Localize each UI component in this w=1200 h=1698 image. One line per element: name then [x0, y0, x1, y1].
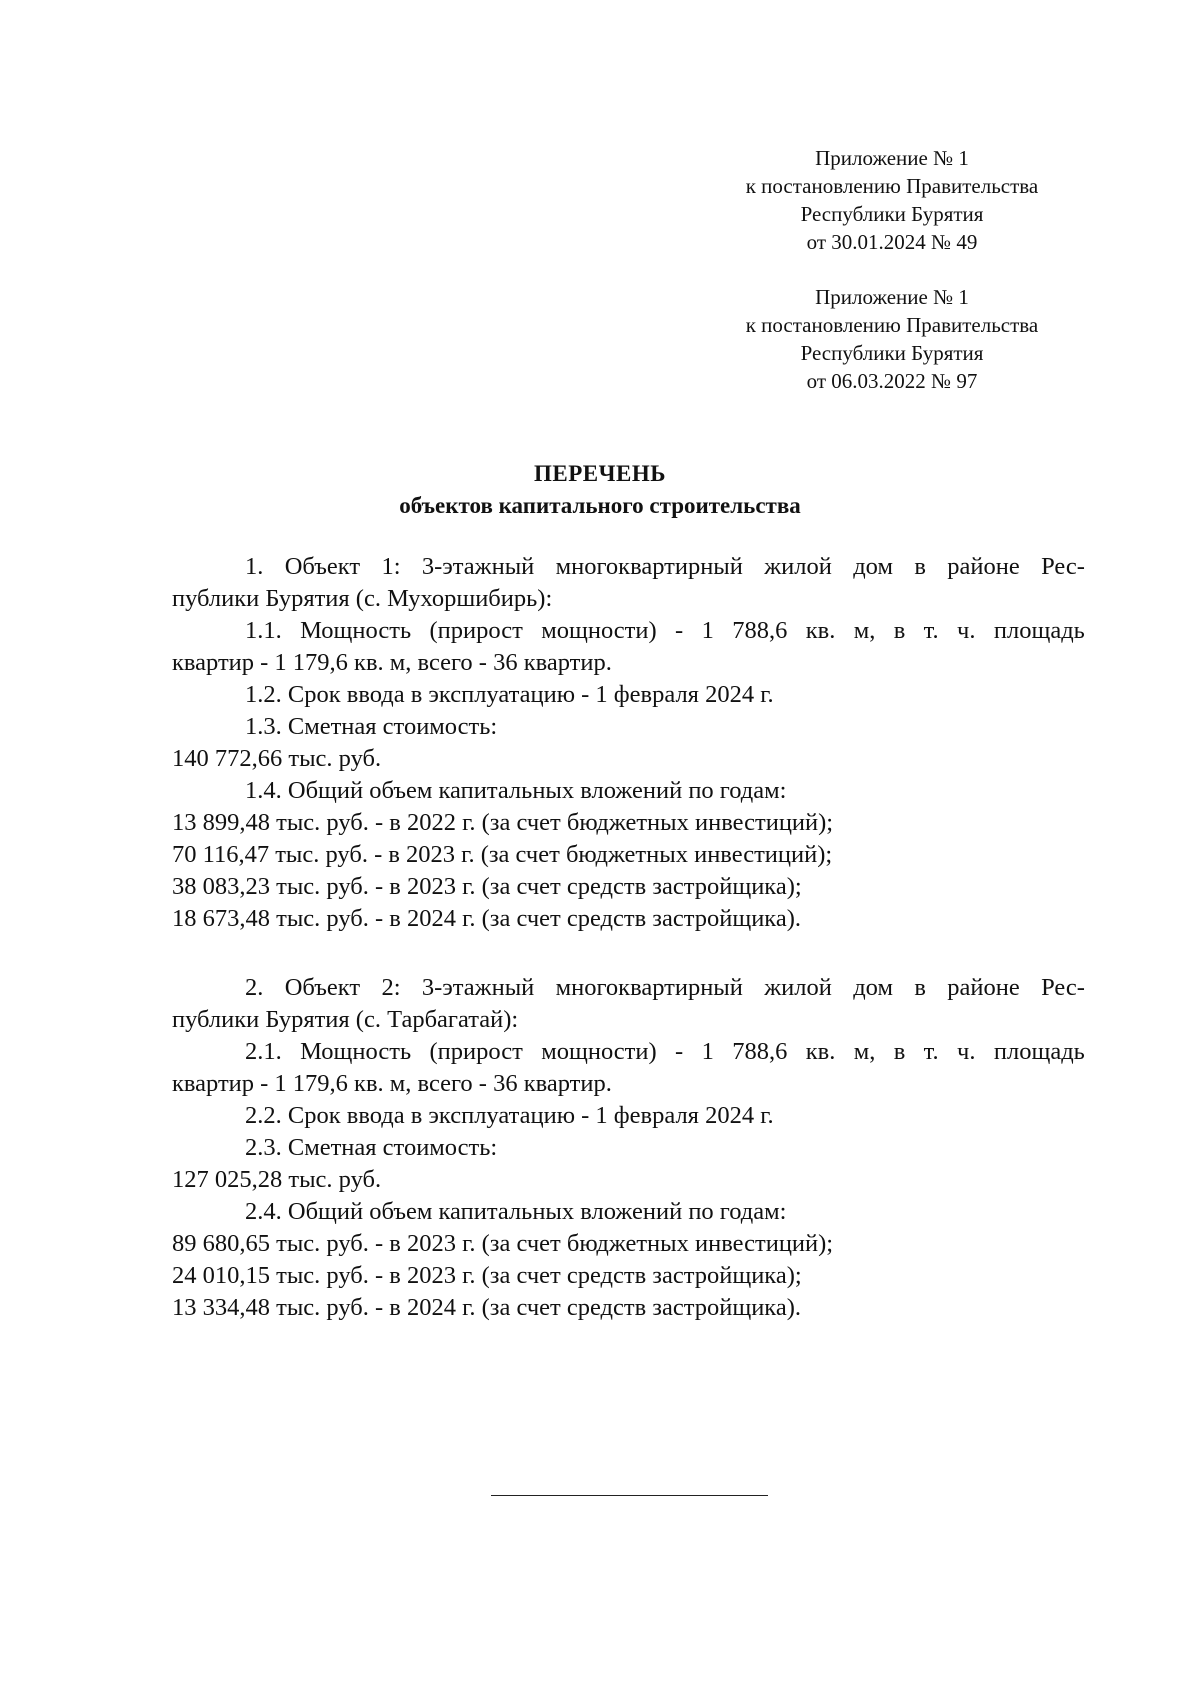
object-1-heading — [172, 551, 1085, 615]
object-1-heading-line: публики Бурятия (с. Мухоршибирь): — [172, 585, 553, 612]
object-1-section — [172, 551, 1085, 935]
document-title — [0, 458, 1200, 522]
appendix-date-number: от 06.03.2022 № 97 — [806, 369, 978, 393]
appendix-date-number: от 30.01.2024 № 49 — [806, 230, 978, 254]
object-1-capacity-line: квартир - 1 179,6 кв. м, всего - 36 квартир. — [172, 649, 612, 676]
object-2-section — [172, 972, 1085, 1324]
object-2-heading — [172, 972, 1085, 1036]
appendix-issuer: Республики Бурятия — [800, 341, 984, 365]
end-of-document-rule — [491, 1495, 768, 1496]
investment-line: 38 083,23 тыс. руб. - в 2023 г. (за счет средств застройщика); — [172, 873, 802, 900]
appendix-number: Приложение № 1 — [815, 146, 969, 170]
object-1-cost-value: 140 772,66 тыс. руб. — [172, 745, 382, 772]
object-1-heading-line: 1. Объект 1: 3-этажный многоквартирный жилой дом в районе Рес- — [245, 553, 1085, 580]
object-2-heading-line: 2. Объект 2: 3-этажный многоквартирный жилой дом в районе Рес- — [245, 974, 1085, 1001]
investment-line: 13 334,48 тыс. руб. - в 2024 г. (за счет средств застройщика). — [172, 1294, 801, 1321]
object-1-commissioning: 1.2. Срок ввода в эксплуатацию - 1 февраля 2024 г. — [245, 681, 774, 708]
appendix-reference: к постановлению Правительства — [745, 313, 1039, 337]
object-1-investments-label: 1.4. Общий объем капитальных вложений по годам: — [245, 777, 787, 804]
object-1-cost-label: 1.3. Сметная стоимость: — [245, 713, 498, 740]
object-1-capacity-line: 1.1. Мощность (прирост мощности) - 1 788,6 кв. м, в т. ч. площадь — [245, 617, 1085, 644]
investment-line: 70 116,47 тыс. руб. - в 2023 г. (за счет бюджетных инвестиций); — [172, 841, 833, 868]
object-2-capacity-line: квартир - 1 179,6 кв. м, всего - 36 квартир. — [172, 1070, 612, 1097]
title-subtitle: объектов капитального строительства — [399, 493, 801, 518]
object-2-capacity-line: 2.1. Мощность (прирост мощности) - 1 788,6 кв. м, в т. ч. площадь — [245, 1038, 1085, 1065]
object-2-cost-value: 127 025,28 тыс. руб. — [172, 1166, 382, 1193]
appendix-number: Приложение № 1 — [815, 285, 969, 309]
object-2-commissioning: 2.2. Срок ввода в эксплуатацию - 1 февраля 2024 г. — [245, 1102, 774, 1129]
investment-line: 18 673,48 тыс. руб. - в 2024 г. (за счет средств застройщика). — [172, 905, 801, 932]
appendix-issuer: Республики Бурятия — [800, 202, 984, 226]
title-main: ПЕРЕЧЕНЬ — [534, 461, 666, 486]
object-2-heading-line: публики Бурятия (с. Тарбагатай): — [172, 1006, 519, 1033]
appendix-reference: к постановлению Правительства — [745, 174, 1039, 198]
investment-line: 13 899,48 тыс. руб. - в 2022 г. (за счет бюджетных инвестиций); — [172, 809, 834, 836]
investment-line: 24 010,15 тыс. руб. - в 2023 г. (за счет средств застройщика); — [172, 1262, 802, 1289]
object-2-capacity — [172, 1036, 1085, 1100]
object-1-capacity — [172, 615, 1085, 679]
investment-line: 89 680,65 тыс. руб. - в 2023 г. (за счет бюджетных инвестиций); — [172, 1230, 834, 1257]
object-2-investments-label: 2.4. Общий объем капитальных вложений по годам: — [245, 1198, 787, 1225]
appendix-header-current — [708, 144, 1076, 256]
object-2-cost-label: 2.3. Сметная стоимость: — [245, 1134, 498, 1161]
appendix-header-original — [708, 283, 1076, 395]
